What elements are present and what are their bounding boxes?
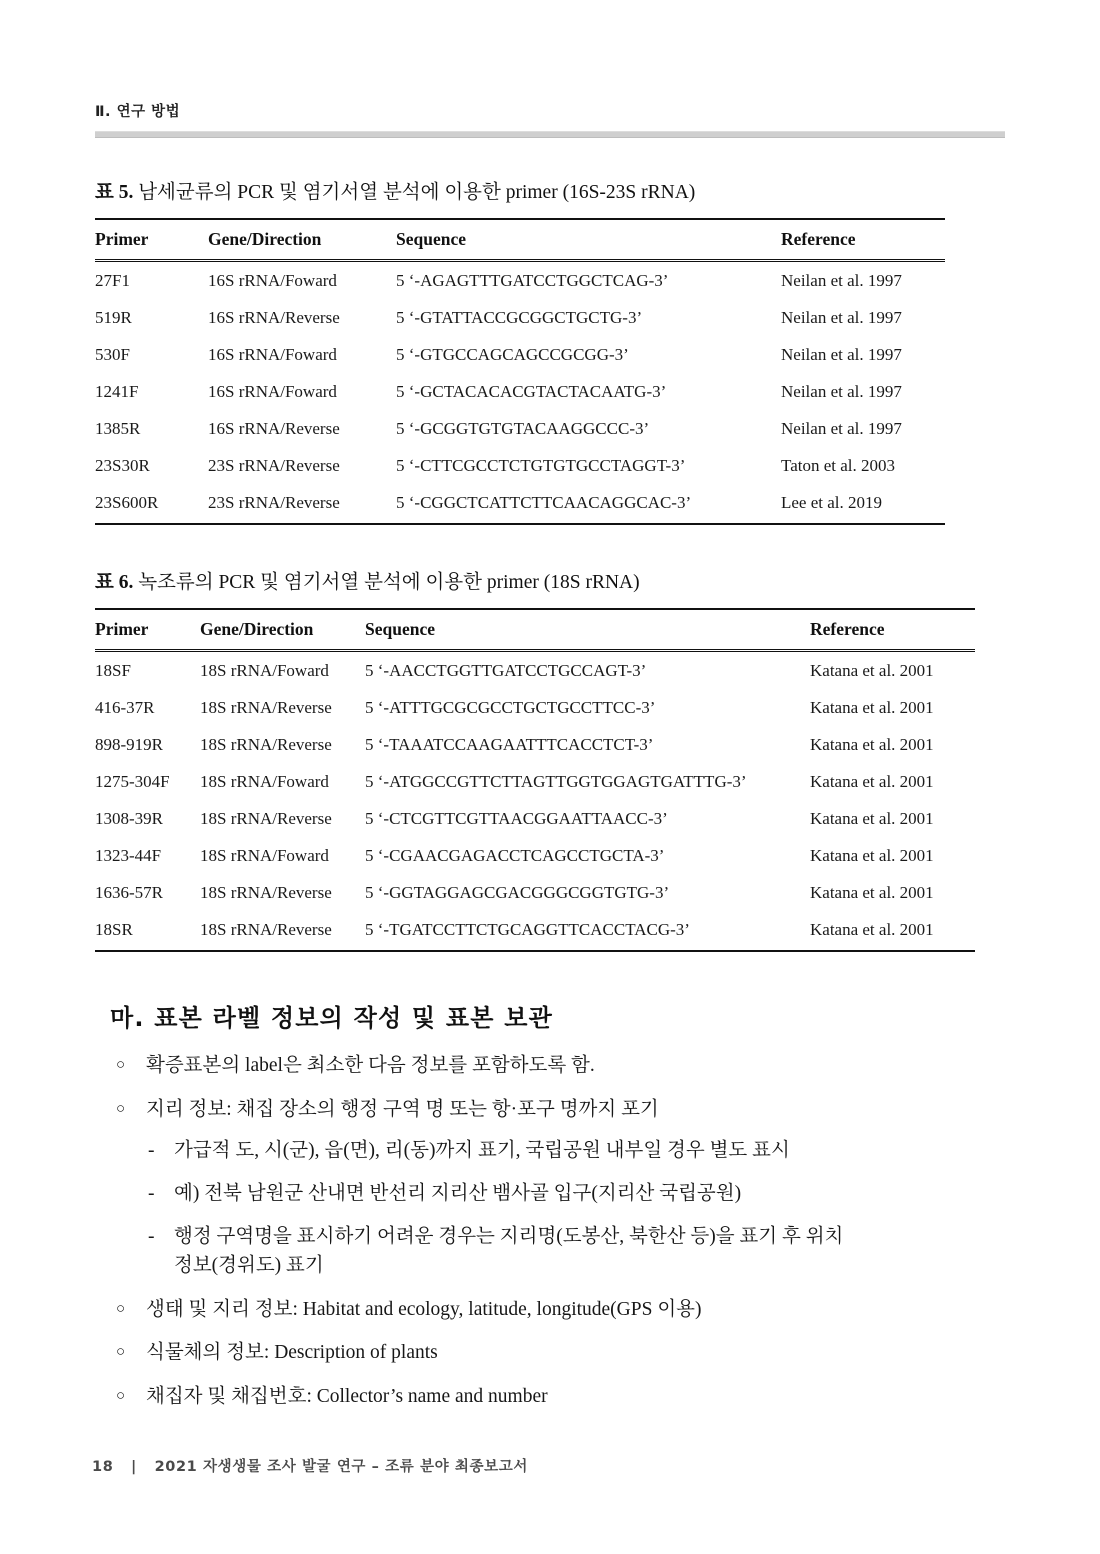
cell-sequence: 5 ‘-GGTAGGAGCGACGGGCGGTGTG-3’	[365, 882, 670, 902]
section-sub-list	[146, 1136, 990, 1281]
cell-gene: 16S rRNA/Foward	[208, 344, 337, 364]
table-6-foot	[95, 951, 975, 952]
table-6-bottom-rule	[95, 951, 975, 952]
table-5-block	[95, 180, 945, 525]
table-5-col-reference: Reference	[781, 229, 856, 250]
cell-reference: Katana et al. 2001	[810, 808, 934, 828]
cell-reference: Katana et al. 2001	[810, 660, 934, 680]
table-5-foot	[95, 524, 945, 525]
table-6-header-row	[95, 609, 975, 651]
cell-reference: Neilan et al. 1997	[781, 307, 902, 327]
bullet-circle-icon: ○	[116, 1057, 126, 1073]
table-5-head	[95, 219, 945, 261]
bullet-circle-icon: ○	[116, 1300, 126, 1317]
cell-reference: Lee et al. 2019	[781, 492, 883, 512]
table-row	[95, 651, 975, 690]
table-6-caption-label: 표 6.	[95, 572, 134, 593]
cell-sequence: 5 ‘-CTTCGCCTCTGTGTGCCTAGGT-3’	[396, 455, 686, 475]
cell-primer: 27F1	[95, 270, 130, 290]
cell-sequence: 5 ‘-GCGGTGTGTACAAGGCCC-3’	[396, 418, 650, 438]
cell-sequence: 5 ‘-ATGGCCGTTCTTAGTTGGTGGAGTGATTTG-3’	[365, 771, 747, 791]
cell-gene: 18S rRNA/Reverse	[200, 882, 332, 902]
table-row	[95, 373, 945, 410]
cell-reference: Neilan et al. 1997	[781, 418, 902, 438]
table-row	[95, 447, 945, 484]
cell-sequence: 5 ‘-ATTTGCGCGCCTGCTGCCTTCC-3’	[365, 697, 656, 717]
table-5-col-primer: Primer	[95, 229, 149, 250]
dash-icon: -	[148, 1225, 155, 1247]
table-row	[95, 410, 945, 447]
list-item-text: 확증표본의 label은 최소한 다음 정보를 포함하도록 함.	[146, 1055, 595, 1076]
table-6-col-sequence: Sequence	[365, 619, 435, 640]
list-item-text: 식물체의 정보: Description of plants	[146, 1342, 438, 1364]
sub-list-item	[146, 1179, 990, 1209]
cell-gene: 16S rRNA/Reverse	[208, 307, 340, 327]
cell-reference: Katana et al. 2001	[810, 882, 934, 902]
sub-list-item-continuation: 정보(경위도) 표기	[174, 1255, 324, 1277]
table-6-col-reference: Reference	[810, 619, 885, 640]
table-row	[95, 299, 945, 336]
bullet-circle-icon: ○	[116, 1388, 126, 1404]
cell-reference: Katana et al. 2001	[810, 919, 934, 939]
table-row	[95, 261, 945, 300]
cell-reference: Neilan et al. 1997	[781, 381, 902, 401]
list-item-text: 채집자 및 채집번호: Collector’s name and number	[146, 1386, 548, 1407]
cell-gene: 18S rRNA/Foward	[200, 771, 329, 791]
table-6-body	[95, 651, 975, 951]
list-item	[110, 1095, 990, 1281]
table-row	[95, 726, 975, 763]
cell-gene: 18S rRNA/Reverse	[200, 734, 332, 754]
table-6-caption	[95, 570, 975, 595]
table-5-header-row	[95, 219, 945, 261]
cell-primer: 1241F	[95, 381, 139, 401]
cell-sequence: 5 ‘-CTCGTTCGTTAACGGAATTAACC-3’	[365, 808, 668, 828]
page-footer	[92, 1455, 528, 1476]
cell-gene: 23S rRNA/Reverse	[208, 455, 340, 475]
list-item	[110, 1295, 990, 1325]
cell-sequence: 5 ‘-CGAACGAGACCTCAGCCTGCTA-3’	[365, 845, 665, 865]
cell-gene: 18S rRNA/Foward	[200, 845, 329, 865]
cell-gene: 16S rRNA/Reverse	[208, 418, 340, 438]
footer-title: 2021 자생생물 조사 발굴 연구 – 조류 분야 최종보고서	[154, 1459, 528, 1475]
section-block	[110, 998, 990, 1426]
cell-reference: Neilan et al. 1997	[781, 270, 902, 290]
running-header	[95, 104, 1005, 138]
cell-gene: 18S rRNA/Reverse	[200, 697, 332, 717]
cell-gene: 23S rRNA/Reverse	[208, 492, 340, 512]
table-5-caption-text: 남세균류의 PCR 및 염기서열 분석에 이용한 primer (16S-23S rRNA)	[138, 182, 696, 203]
list-item-text: 생태 및 지리 정보: Habitat and ecology, latitude, longitude(GPS 이용)	[146, 1298, 702, 1320]
list-item-text: 지리 정보: 채집 장소의 행정 구역 명 또는 항·포구 명까지 포기	[146, 1098, 659, 1120]
cell-primer: 23S30R	[95, 455, 150, 475]
running-header-rule	[95, 131, 1005, 138]
table-row	[95, 689, 975, 726]
table-5	[95, 218, 945, 525]
table-row	[95, 800, 975, 837]
table-row	[95, 874, 975, 911]
cell-sequence: 5 ‘-GCTACACACGTACTACAATG-3’	[396, 381, 667, 401]
table-row	[95, 336, 945, 373]
cell-reference: Katana et al. 2001	[810, 771, 934, 791]
cell-sequence: 5 ‘-AACCTGGTTGATCCTGCCAGT-3’	[365, 660, 647, 680]
bullet-circle-icon: ○	[116, 1100, 126, 1117]
cell-primer: 1323-44F	[95, 845, 162, 865]
bullet-circle-icon: ○	[116, 1344, 126, 1361]
cell-gene: 18S rRNA/Reverse	[200, 808, 332, 828]
table-5-col-gene: Gene/Direction	[208, 229, 322, 250]
section-bullet-list	[110, 1051, 990, 1412]
cell-gene: 18S rRNA/Foward	[200, 660, 329, 680]
footer-separator: |	[131, 1459, 137, 1475]
cell-sequence: 5 ‘-GTGCCAGCAGCCGCGG-3’	[396, 344, 629, 364]
sub-list-item-text: 가급적 도, 시(군), 읍(면), 리(동)까지 표기, 국립공원 내부일 경우 별도 표시	[174, 1140, 790, 1162]
sub-list-item-text: 예) 전북 남원군 산내면 반선리 지리산 뱀사골 입구(지리산 국립공원)	[174, 1182, 742, 1204]
cell-primer: 1385R	[95, 418, 141, 438]
cell-reference: Katana et al. 2001	[810, 697, 934, 717]
table-6-col-primer: Primer	[95, 619, 149, 640]
table-6-caption-text: 녹조류의 PCR 및 염기서열 분석에 이용한 primer (18S rRNA)	[138, 572, 640, 593]
cell-primer: 530F	[95, 344, 130, 364]
cell-primer: 1275-304F	[95, 771, 170, 791]
cell-reference: Taton et al. 2003	[781, 455, 896, 475]
list-item	[110, 1338, 990, 1368]
dash-icon: -	[148, 1140, 155, 1162]
table-6-block	[95, 570, 975, 952]
cell-primer: 416-37R	[95, 697, 155, 717]
cell-reference: Neilan et al. 1997	[781, 344, 902, 364]
table-5-body	[95, 261, 945, 524]
sub-list-item-text: 행정 구역명을 표시하기 어려운 경우는 지리명(도봉산, 북한산 등)을 표기 후 위치	[174, 1225, 844, 1247]
cell-gene: 16S rRNA/Foward	[208, 270, 337, 290]
cell-sequence: 5 ‘-TGATCCTTCTGCAGGTTCACCTACG-3’	[365, 919, 690, 939]
cell-sequence: 5 ‘-GTATTACCGCGGCTGCTG-3’	[396, 307, 643, 327]
cell-primer: 1308-39R	[95, 808, 163, 828]
table-6-col-gene: Gene/Direction	[200, 619, 314, 640]
list-item	[110, 1051, 990, 1081]
section-heading: 마. 표본 라벨 정보의 작성 및 표본 보관	[110, 1004, 553, 1032]
table-5-bottom-rule	[95, 524, 945, 525]
running-header-text: Ⅱ. 연구 방법	[95, 104, 181, 120]
cell-sequence: 5 ‘-AGAGTTTGATCCTGGCTCAG-3’	[396, 270, 669, 290]
sub-list-item	[146, 1222, 990, 1281]
table-5-caption	[95, 180, 945, 205]
table-row	[95, 911, 975, 951]
cell-primer: 18SF	[95, 660, 131, 680]
table-5-caption-label: 표 5.	[95, 182, 134, 203]
cell-primer: 18SR	[95, 919, 133, 939]
table-6	[95, 608, 975, 952]
cell-sequence: 5 ‘-TAAATCCAAGAATTTCACCTCT-3’	[365, 734, 654, 754]
table-6-head	[95, 609, 975, 651]
cell-sequence: 5 ‘-CGGCTCATTCTTCAACAGGCAC-3’	[396, 492, 692, 512]
cell-gene: 18S rRNA/Reverse	[200, 919, 332, 939]
table-row	[95, 837, 975, 874]
table-row	[95, 763, 975, 800]
cell-primer: 519R	[95, 307, 132, 327]
cell-primer: 898-919R	[95, 734, 163, 754]
cell-gene: 16S rRNA/Foward	[208, 381, 337, 401]
cell-primer: 23S600R	[95, 492, 159, 512]
table-5-col-sequence: Sequence	[396, 229, 466, 250]
list-item	[110, 1382, 990, 1412]
page-number: 18	[92, 1459, 114, 1475]
dash-icon: -	[148, 1182, 155, 1204]
cell-reference: Katana et al. 2001	[810, 734, 934, 754]
table-row	[95, 484, 945, 524]
cell-reference: Katana et al. 2001	[810, 845, 934, 865]
cell-primer: 1636-57R	[95, 882, 163, 902]
sub-list-item	[146, 1136, 990, 1166]
